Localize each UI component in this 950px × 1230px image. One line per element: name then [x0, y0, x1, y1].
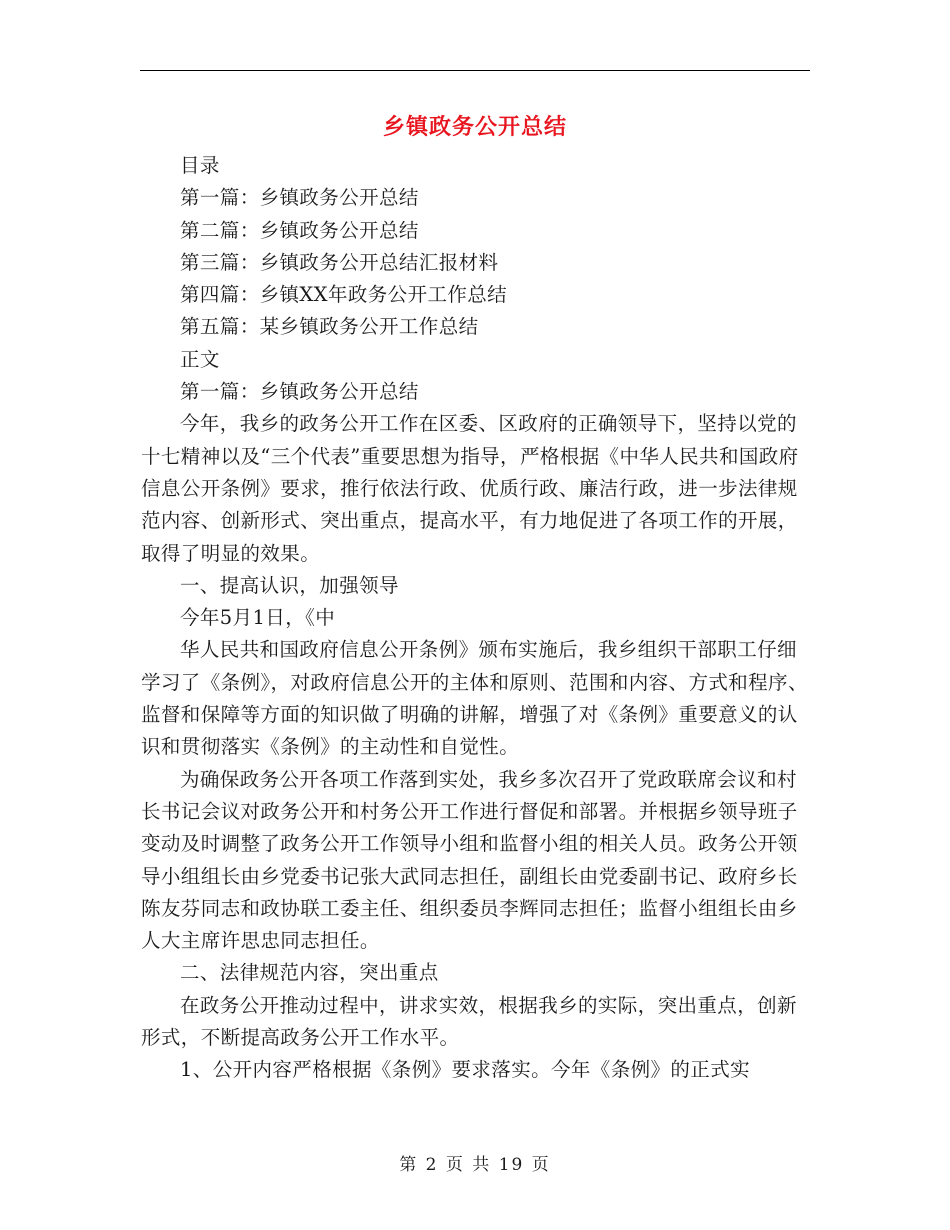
paragraph: 在政务公开推动过程中，讲求实效，根据我乡的实际，突出重点，创新形式，不断提高政务公开工作水平。: [141, 993, 797, 1050]
paragraph: 为确保政务公开各项工作落到实处，我乡多次召开了党政联席会议和村长书记会议对政务公开和村务公开工作进行督促和部署。并根据乡领导班子变动及时调整了政务公开工作领导小组和监督小组的相关人员。政务公开领导小组组长由乡党委书记张大武同志担任，副组长由党委副书记、政府乡长陈友芬同志和政协联工委主任、组织委员李辉同志担任；监督小组组长由乡人大主席许思忠同志担任。: [141, 767, 798, 953]
paragraph: 第一篇：乡镇政务公开总结: [180, 380, 419, 404]
document-title: 乡镇政务公开总结: [382, 114, 567, 140]
paragraph: 今年，我乡的政务公开工作在区委、区政府的正确领导下，坚持以党的十七精神以及“三个代表”重要思想为指导，严格根据《中华人民共和国政府信息公开条例》要求，推行依法行政、优质行政、廉洁行政，进一步法律规范内容、创新形式、突出重点，提高水平，有力地促进了各项工作的开展，取得了明显的效果。: [141, 412, 799, 565]
paragraph: 第五篇：某乡镇政务公开工作总结: [180, 315, 479, 339]
paragraph: 第三篇：乡镇政务公开总结汇报材料: [180, 250, 499, 274]
header-rule: [140, 70, 810, 71]
paragraph: 目录: [180, 154, 220, 177]
paragraph: 一、提高认识，加强领导: [180, 573, 399, 597]
paragraph: 第二篇：乡镇政务公开总结: [180, 218, 419, 242]
paragraph: 第四篇：乡镇XX年政务公开工作总结: [180, 283, 508, 307]
paragraph: 正文: [180, 347, 220, 371]
page-number: 第 2 页 共 19 页: [399, 1155, 551, 1175]
paragraph: 1、公开内容严格根据《条例》要求落实。今年《条例》的正式实: [180, 1058, 751, 1082]
paragraph: 第一篇：乡镇政务公开总结: [180, 186, 419, 210]
document-body: [141, 150, 811, 1087]
paragraph: 华人民共和国政府信息公开条例》颁布实施后，我乡组织干部职工仔细学习了《条例》，对政府信息公开的主体和原则、范围和内容、方式和程序、监督和保障等方面的知识做了明确的讲解，增强了对《条例》重要意义的认识和贯彻落实《条例》的主动性和自觉性。: [141, 638, 808, 759]
paragraph: 二、法律规范内容，突出重点: [180, 961, 439, 985]
paragraph: 今年5月1日，《中: [180, 606, 336, 630]
